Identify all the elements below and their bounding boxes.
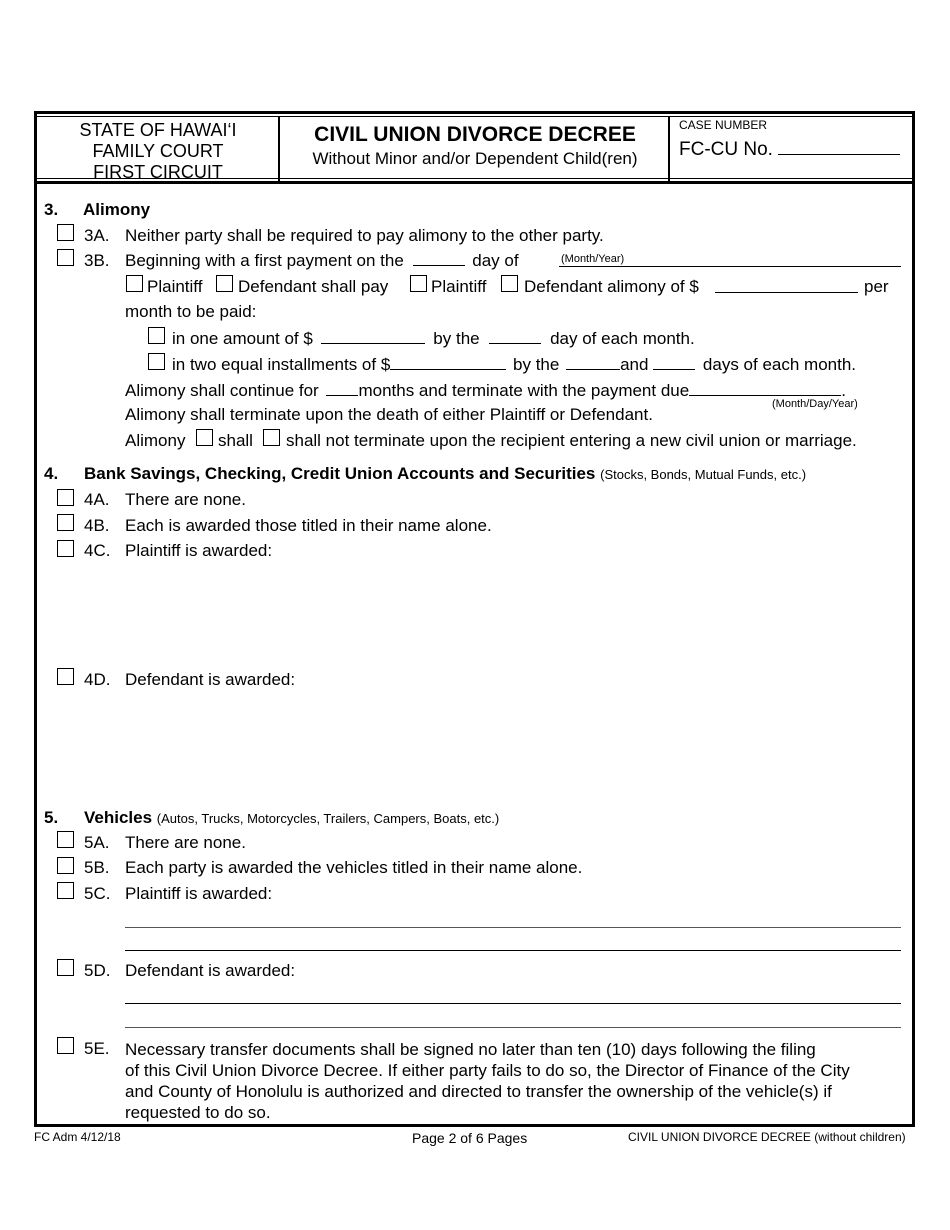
checkbox-5c[interactable] — [57, 882, 74, 899]
item-3a-code: 3A. — [84, 226, 110, 245]
installments-by-the: by the — [513, 355, 560, 374]
payer-plaintiff-label: Plaintiff — [147, 277, 203, 296]
alimony-amount-blank[interactable] — [715, 292, 858, 293]
alimony-shall-not-label: shall not terminate upon the recipient entering a new civil union or marriage. — [286, 431, 857, 450]
court-line-2: FAMILY COURT — [92, 141, 224, 161]
plaintiff-vehicle-line-1[interactable] — [125, 927, 901, 928]
plaintiff-vehicle-line-2[interactable] — [125, 950, 901, 951]
checkbox-5d[interactable] — [57, 959, 74, 976]
checkbox-alimony-shall-not[interactable] — [263, 429, 280, 446]
item-3a-text: Neither party shall be required to pay alimony to the other party. — [125, 226, 604, 245]
section-5-note: (Autos, Trucks, Motorcycles, Trailers, Campers, Boats, etc.) — [156, 811, 500, 826]
court-line-3: FIRST CIRCUIT — [93, 162, 223, 182]
footer-doc-name: CIVIL UNION DIVORCE DECREE (without children) — [628, 1130, 906, 1144]
terminate-death-text: Alimony shall terminate upon the death of either Plaintiff or Defendant. — [125, 405, 653, 424]
item-4b-text: Each is awarded those titled in their name alone. — [125, 516, 492, 535]
checkbox-5e[interactable] — [57, 1037, 74, 1054]
item-5d-code: 5D. — [84, 961, 111, 980]
installments-days-of-each-month: days of each month. — [702, 355, 857, 374]
item-5e-text — [125, 1039, 850, 1123]
item-5e-line-1: Necessary transfer documents shall be signed no later than ten (10) days following the filing — [125, 1040, 816, 1059]
payee-plaintiff-label: Plaintiff — [431, 277, 487, 296]
court-line-1: STATE OF HAWAI‘I — [79, 120, 237, 140]
section-4-title: Bank Savings, Checking, Credit Union Accounts and Securities — [84, 464, 596, 483]
checkbox-3b-payer-defendant[interactable] — [216, 275, 233, 292]
item-5e-line-3: and County of Honolulu is authorized and directed to transfer the ownership of the vehicle(s) if — [125, 1082, 832, 1101]
one-amount-blank[interactable] — [321, 329, 425, 344]
one-amount-day-blank[interactable] — [489, 329, 541, 344]
section-4-note: (Stocks, Bonds, Mutual Funds, etc.) — [600, 467, 807, 482]
alimony-shall-label: shall — [218, 431, 253, 450]
item-5e-line-2: of this Civil Union Divorce Decree. If either party fails to do so, the Director of Finance of the City — [125, 1061, 850, 1080]
section-3-title: Alimony — [83, 200, 151, 219]
footer-form-id: FC Adm 4/12/18 — [34, 1130, 121, 1144]
item-3b-text2: day of — [472, 251, 519, 270]
item-3b-line1 — [125, 251, 519, 271]
header-divider-right — [668, 116, 670, 181]
item-5b-code: 5B. — [84, 858, 110, 877]
court-name — [40, 120, 276, 183]
checkbox-3b-payee-plaintiff[interactable] — [410, 275, 427, 292]
alimony-word: Alimony — [125, 431, 186, 450]
case-prefix: FC-CU No. — [679, 139, 773, 160]
section-4-number: 4. — [44, 464, 59, 483]
item-4b-code: 4B. — [84, 516, 110, 535]
installment-amount-blank[interactable] — [390, 355, 506, 370]
first-payment-day-blank[interactable] — [413, 251, 465, 266]
checkbox-one-amount[interactable] — [148, 327, 165, 344]
checkbox-3b-payee-defendant[interactable] — [501, 275, 518, 292]
duration-months-blank[interactable] — [326, 381, 358, 396]
two-installments-label: in two equal installments of $ — [172, 355, 391, 374]
continue-end: . — [841, 381, 846, 400]
item-3b-code: 3B. — [84, 251, 110, 270]
section-4-heading — [84, 464, 806, 485]
checkbox-4d[interactable] — [57, 668, 74, 685]
frame-top-rule — [34, 111, 915, 114]
defendant-vehicle-line-2[interactable] — [125, 1027, 901, 1028]
item-5e-line-4: requested to do so. — [125, 1103, 271, 1122]
one-amount-line — [172, 329, 695, 349]
payer-defendant-label: Defendant shall pay — [238, 277, 389, 296]
continue-text1: Alimony shall continue for — [125, 381, 319, 400]
checkbox-4c[interactable] — [57, 540, 74, 557]
item-3b-text1: Beginning with a first payment on the — [125, 251, 404, 270]
form-title-block — [284, 122, 666, 170]
section-5-title: Vehicles — [84, 808, 153, 827]
frame-bottom-rule — [34, 1124, 915, 1127]
case-number-blank[interactable] — [778, 140, 900, 155]
termination-date-blank[interactable] — [689, 381, 841, 396]
one-amount-by-the: by the — [433, 329, 480, 348]
mdy-hint: (Month/Day/Year) — [772, 398, 858, 410]
item-4c-text: Plaintiff is awarded: — [125, 541, 273, 560]
checkbox-3b[interactable] — [57, 249, 74, 266]
installment-day2-blank[interactable] — [653, 355, 695, 370]
form-title: CIVIL UNION DIVORCE DECREE — [314, 123, 636, 146]
month-year-hint: (Month/Year) — [561, 253, 625, 265]
item-5b-text: Each party is awarded the vehicles titled in their name alone. — [125, 858, 583, 877]
item-5a-text: There are none. — [125, 833, 246, 852]
month-to-be-paid: month to be paid: — [125, 302, 257, 321]
checkbox-5a[interactable] — [57, 831, 74, 848]
installment-day1-blank[interactable] — [566, 355, 620, 370]
section-3-number: 3. — [44, 200, 59, 219]
item-4c-code: 4C. — [84, 541, 111, 560]
two-installments-line — [172, 355, 856, 375]
checkbox-3b-payer-plaintiff[interactable] — [126, 275, 143, 292]
item-5c-code: 5C. — [84, 884, 111, 903]
checkbox-alimony-shall[interactable] — [196, 429, 213, 446]
one-amount-day-of-each-month: day of each month. — [550, 329, 695, 348]
checkbox-4b[interactable] — [57, 514, 74, 531]
section-5-number: 5. — [44, 808, 59, 827]
item-4a-code: 4A. — [84, 490, 110, 509]
first-payment-month-blank[interactable] — [559, 266, 901, 267]
item-5a-code: 5A. — [84, 833, 110, 852]
item-5d-text: Defendant is awarded: — [125, 961, 296, 980]
item-4d-code: 4D. — [84, 670, 111, 689]
alimony-duration-line — [125, 381, 846, 401]
checkbox-two-installments[interactable] — [148, 353, 165, 370]
form-subtitle: Without Minor and/or Dependent Child(ren) — [312, 149, 638, 168]
checkbox-5b[interactable] — [57, 857, 74, 874]
checkbox-3a[interactable] — [57, 224, 74, 241]
footer-page-number: Page 2 of 6 Pages — [412, 1130, 528, 1146]
case-number-field[interactable] — [679, 139, 900, 161]
checkbox-4a[interactable] — [57, 489, 74, 506]
frame-top-rule-thin — [34, 116, 915, 117]
continue-text2: months and terminate with the payment due — [358, 381, 690, 400]
item-5e-code: 5E. — [84, 1039, 110, 1058]
header-divider-left — [278, 116, 280, 181]
defendant-vehicle-line-1[interactable] — [125, 1003, 901, 1004]
per-label: per — [864, 277, 889, 296]
item-4a-text: There are none. — [125, 490, 246, 509]
section-5-heading — [84, 808, 499, 829]
item-5c-text: Plaintiff is awarded: — [125, 884, 273, 903]
installments-and: and — [620, 355, 649, 374]
case-number-label: CASE NUMBER — [679, 118, 768, 132]
payee-defendant-label: Defendant alimony of $ — [524, 277, 699, 296]
one-amount-label: in one amount of $ — [172, 329, 313, 348]
item-4d-text: Defendant is awarded: — [125, 670, 296, 689]
